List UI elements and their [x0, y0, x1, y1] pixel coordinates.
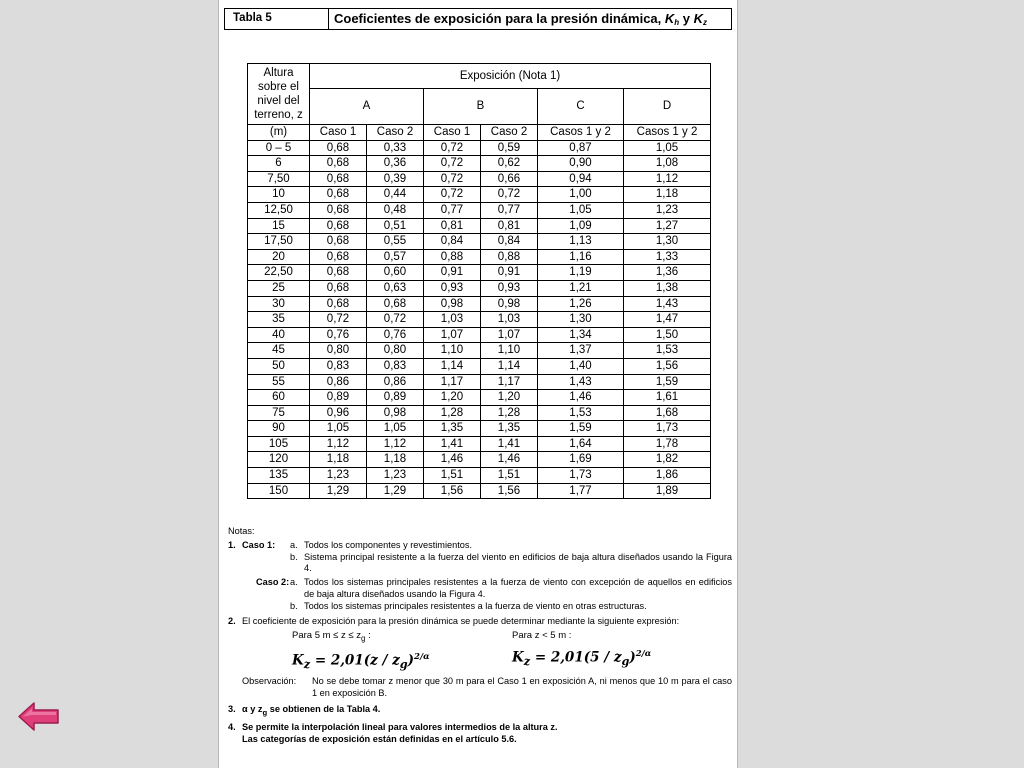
- note-3: 3. α y $z_g$ se obtienen de la Tabla 4.: [228, 703, 381, 717]
- note-4-continued: Las categorías de exposición están definidas en el artículo 5.6.: [242, 734, 517, 745]
- height-cell: 75: [248, 405, 310, 421]
- coefficient-cell: 1,26: [538, 296, 624, 312]
- coefficient-cell: 1,41: [424, 436, 481, 452]
- coefficient-cell: 1,10: [481, 343, 538, 359]
- coefficient-cell: 1,36: [624, 265, 711, 281]
- coefficient-cell: 1,59: [624, 374, 711, 390]
- coefficient-cell: 1,30: [624, 234, 711, 250]
- coefficient-cell: 1,05: [367, 421, 424, 437]
- table-row: [248, 280, 711, 296]
- coefficient-cell: 1,05: [538, 202, 624, 218]
- coefficient-cell: 1,82: [624, 452, 711, 468]
- coefficient-cell: 0,57: [367, 249, 424, 265]
- coefficient-cell: 1,17: [481, 374, 538, 390]
- coefficient-cell: 0,68: [310, 171, 367, 187]
- coefficient-cell: 0,72: [424, 187, 481, 203]
- coefficient-cell: 0,89: [367, 390, 424, 406]
- left-arrow-icon: [17, 701, 61, 732]
- coefficient-cell: 1,35: [481, 421, 538, 437]
- title-text: Coeficientes de exposición para la presión dinámica,: [334, 11, 665, 26]
- coefficient-cell: 0,36: [367, 156, 424, 172]
- coefficient-cell: 0,76: [310, 327, 367, 343]
- coefficient-cell: 1,18: [367, 452, 424, 468]
- coefficient-cell: 1,20: [481, 390, 538, 406]
- coefficient-cell: 1,23: [367, 468, 424, 484]
- notes-heading: Notas:: [228, 526, 255, 536]
- coefficient-cell: 0,86: [310, 374, 367, 390]
- coefficient-cell: 1,28: [424, 405, 481, 421]
- coefficient-cell: 1,20: [424, 390, 481, 406]
- coefficient-cell: 0,72: [424, 140, 481, 156]
- coefficient-cell: 1,43: [624, 296, 711, 312]
- coefficient-cell: 1,12: [367, 436, 424, 452]
- coefficient-cell: 1,27: [624, 218, 711, 234]
- coefficient-cell: 1,73: [624, 421, 711, 437]
- coefficient-cell: 0,44: [367, 187, 424, 203]
- coefficient-cell: 0,68: [310, 296, 367, 312]
- coefficient-cell: 0,59: [481, 140, 538, 156]
- note-4: 4. Se permite la interpolación lineal para valores intermedios de la altura z.: [228, 722, 558, 733]
- coefficient-cell: 1,53: [538, 405, 624, 421]
- coefficient-cell: 0,83: [310, 358, 367, 374]
- coefficient-cell: 1,18: [310, 452, 367, 468]
- coefficient-cell: 1,23: [310, 468, 367, 484]
- document-page: [218, 0, 738, 768]
- coefficient-cell: 1,18: [624, 187, 711, 203]
- height-cell: 40: [248, 327, 310, 343]
- coefficient-cell: 1,29: [367, 483, 424, 499]
- coefficient-cell: 1,05: [624, 140, 711, 156]
- height-cell: 60: [248, 390, 310, 406]
- coefficient-cell: 1,69: [538, 452, 624, 468]
- coefficient-cell: 0,98: [367, 405, 424, 421]
- table-row: [248, 405, 711, 421]
- exposure-header: Exposición (Nota 1): [310, 64, 711, 89]
- coefficient-cell: 0,68: [310, 202, 367, 218]
- coefficient-cell: 1,23: [624, 202, 711, 218]
- coefficient-cell: 1,46: [424, 452, 481, 468]
- coefficient-cell: 1,37: [538, 343, 624, 359]
- table-row: [248, 358, 711, 374]
- subheader: Caso 1: [310, 125, 367, 141]
- coefficient-cell: 1,08: [624, 156, 711, 172]
- coefficient-cell: 0,84: [481, 234, 538, 250]
- height-cell: 0 – 5: [248, 140, 310, 156]
- coefficient-cell: 1,50: [624, 327, 711, 343]
- coefficient-cell: 0,98: [481, 296, 538, 312]
- coefficient-cell: 0,68: [310, 234, 367, 250]
- formula-left: Para 5 $m \le z \le z_g$ : $K_z = 2,01(z / z_g)^{2/\alpha}$: [292, 630, 430, 672]
- coefficient-cell: 0,89: [310, 390, 367, 406]
- coefficient-cell: 0,83: [367, 358, 424, 374]
- coefficient-cell: 1,14: [424, 358, 481, 374]
- coefficient-cell: 1,56: [624, 358, 711, 374]
- coefficient-cell: 1,17: [424, 374, 481, 390]
- coefficient-cell: 1,12: [310, 436, 367, 452]
- height-cell: 10: [248, 187, 310, 203]
- coefficient-cell: 1,47: [624, 312, 711, 328]
- group-header-d: D: [624, 89, 711, 125]
- coefficient-cell: 0,93: [424, 280, 481, 296]
- note-1-caso2-b: b. Todos los sistemas principales resistentes a la fuerza de viento en otras estructuras.: [290, 600, 647, 611]
- coefficient-cell: 1,30: [538, 312, 624, 328]
- coefficient-cell: 0,62: [481, 156, 538, 172]
- table-row: [248, 140, 711, 156]
- height-cell: 15: [248, 218, 310, 234]
- height-cell: 105: [248, 436, 310, 452]
- table-row: [248, 187, 711, 203]
- note-1-caso1-a: 1. Caso 1: a. Todos los componentes y revestimientos.: [228, 539, 473, 550]
- coefficient-cell: 1,46: [481, 452, 538, 468]
- coefficient-cell: 0,72: [310, 312, 367, 328]
- coefficient-cell: 1,29: [310, 483, 367, 499]
- coefficient-cell: 1,40: [538, 358, 624, 374]
- coefficient-cell: 1,07: [424, 327, 481, 343]
- table-row: [248, 312, 711, 328]
- group-header-c: C: [538, 89, 624, 125]
- table-row: [248, 202, 711, 218]
- coefficient-cell: 0,88: [481, 249, 538, 265]
- note-1-caso1-b: b. Sistema principal resistente a la fuerza del viento en edificios de baja altura diseñados usando la Figura 4.: [290, 551, 732, 574]
- table-row: [248, 343, 711, 359]
- exposure-coefficients-table: [247, 63, 711, 499]
- coefficient-cell: 0,90: [538, 156, 624, 172]
- coefficient-cell: 0,87: [538, 140, 624, 156]
- coefficient-cell: 0,72: [367, 312, 424, 328]
- coefficient-cell: 1,56: [481, 483, 538, 499]
- table-row: [248, 390, 711, 406]
- coefficient-cell: 1,61: [624, 390, 711, 406]
- coefficient-cell: 0,88: [424, 249, 481, 265]
- coefficient-cell: 1,00: [538, 187, 624, 203]
- coefficient-cell: 0,94: [538, 171, 624, 187]
- coefficient-cell: 1,38: [624, 280, 711, 296]
- coefficient-cell: 0,76: [367, 327, 424, 343]
- formula-right: Para z < 5 m : $K_z = 2,01(5 / z_g)^{2/\alpha}$: [512, 630, 652, 669]
- table-title: [329, 9, 731, 29]
- coefficient-cell: 0,91: [424, 265, 481, 281]
- coefficient-cell: 0,63: [367, 280, 424, 296]
- table-row: [248, 265, 711, 281]
- subheader: Caso 1: [424, 125, 481, 141]
- height-cell: 120: [248, 452, 310, 468]
- note-1-caso2-a: Caso 2: a. Todos los sistemas principales resistentes a la fuerza de viento con excepción de aquellos en edificios de baja altura diseñados usando la Figura 4.: [256, 577, 732, 599]
- group-header-b: B: [424, 89, 538, 125]
- coefficient-cell: 1,34: [538, 327, 624, 343]
- height-cell: 35: [248, 312, 310, 328]
- coefficient-cell: 0,80: [310, 343, 367, 359]
- note-2: 2. El coeficiente de exposición para la presión dinámica se puede determinar mediante la siguiente expresión:: [228, 615, 680, 626]
- coefficient-cell: 1,03: [424, 312, 481, 328]
- unit-header: (m): [248, 125, 310, 141]
- table-row: [248, 249, 711, 265]
- coefficient-cell: 1,78: [624, 436, 711, 452]
- coefficient-cell: 1,09: [538, 218, 624, 234]
- coefficient-cell: 0,48: [367, 202, 424, 218]
- and-text: y: [679, 11, 694, 26]
- height-cell: 45: [248, 343, 310, 359]
- coefficient-cell: 0,39: [367, 171, 424, 187]
- coefficient-cell: 1,73: [538, 468, 624, 484]
- coefficient-cell: 0,77: [424, 202, 481, 218]
- table-row: [248, 452, 711, 468]
- coefficient-cell: 1,33: [624, 249, 711, 265]
- coefficient-cell: 1,59: [538, 421, 624, 437]
- coefficient-cell: 1,51: [481, 468, 538, 484]
- coefficient-cell: 1,16: [538, 249, 624, 265]
- coefficient-cell: 0,80: [367, 343, 424, 359]
- table-row: [248, 296, 711, 312]
- coefficient-cell: 1,56: [424, 483, 481, 499]
- coefficient-cell: 1,14: [481, 358, 538, 374]
- group-header-a: A: [310, 89, 424, 125]
- table-row: [248, 374, 711, 390]
- table-row: [248, 483, 711, 499]
- coefficient-cell: 1,51: [424, 468, 481, 484]
- table-header: [224, 8, 732, 30]
- height-cell: 22,50: [248, 265, 310, 281]
- coefficient-cell: 0,81: [481, 218, 538, 234]
- coefficient-cell: 1,43: [538, 374, 624, 390]
- coefficient-cell: 1,28: [481, 405, 538, 421]
- back-button[interactable]: [17, 701, 61, 732]
- coefficient-cell: 1,05: [310, 421, 367, 437]
- height-cell: 17,50: [248, 234, 310, 250]
- coefficient-cell: 1,07: [481, 327, 538, 343]
- coefficient-cell: 0,66: [481, 171, 538, 187]
- coefficient-cell: 0,68: [310, 187, 367, 203]
- coefficient-cell: 0,55: [367, 234, 424, 250]
- table-row: [248, 156, 711, 172]
- coefficient-cell: 0,84: [424, 234, 481, 250]
- coefficient-cell: 0,68: [367, 296, 424, 312]
- observation: Observación: No se debe tomar z menor que 30 m para el Caso 1 en exposición A, ni menos que 10 m para el caso 1 en exposición B.: [242, 676, 732, 699]
- coefficient-cell: 0,68: [310, 218, 367, 234]
- table-label: Tabla 5: [225, 9, 329, 29]
- coefficient-cell: 1,86: [624, 468, 711, 484]
- coefficient-cell: 1,03: [481, 312, 538, 328]
- coefficient-cell: 0,91: [481, 265, 538, 281]
- coefficient-cell: 0,68: [310, 140, 367, 156]
- table-row: [248, 234, 711, 250]
- coefficient-cell: 1,53: [624, 343, 711, 359]
- coefficient-cell: 1,68: [624, 405, 711, 421]
- height-column-header: Altura sobre el nivel del terreno, z: [248, 64, 310, 125]
- coefficient-cell: 1,13: [538, 234, 624, 250]
- coefficient-cell: 0,72: [481, 187, 538, 203]
- subheader: Casos 1 y 2: [538, 125, 624, 141]
- coefficient-cell: 1,12: [624, 171, 711, 187]
- coefficient-cell: 1,10: [424, 343, 481, 359]
- coefficient-cell: 0,33: [367, 140, 424, 156]
- coefficient-cell: 0,68: [310, 265, 367, 281]
- table-row: [248, 436, 711, 452]
- coefficient-cell: 0,68: [310, 156, 367, 172]
- coefficient-cell: 0,60: [367, 265, 424, 281]
- kh-symbol: $K_h$: [664, 11, 680, 27]
- coefficient-cell: 0,51: [367, 218, 424, 234]
- subheader: Casos 1 y 2: [624, 125, 711, 141]
- table-body: [248, 140, 711, 499]
- coefficient-cell: 0,81: [424, 218, 481, 234]
- coefficient-cell: 0,68: [310, 280, 367, 296]
- height-cell: 20: [248, 249, 310, 265]
- coefficient-cell: 0,98: [424, 296, 481, 312]
- coefficient-cell: 1,89: [624, 483, 711, 499]
- coefficient-cell: 1,77: [538, 483, 624, 499]
- coefficient-cell: 1,46: [538, 390, 624, 406]
- height-cell: 55: [248, 374, 310, 390]
- table-row: [248, 218, 711, 234]
- height-cell: 135: [248, 468, 310, 484]
- height-cell: 25: [248, 280, 310, 296]
- subheader: Caso 2: [367, 125, 424, 141]
- height-cell: 50: [248, 358, 310, 374]
- height-cell: 12,50: [248, 202, 310, 218]
- table-row: [248, 171, 711, 187]
- subheader: Caso 2: [481, 125, 538, 141]
- coefficient-cell: 0,72: [424, 171, 481, 187]
- table-row: [248, 468, 711, 484]
- notes-section: [228, 526, 732, 746]
- coefficient-cell: 0,96: [310, 405, 367, 421]
- coefficient-cell: 0,86: [367, 374, 424, 390]
- height-cell: 6: [248, 156, 310, 172]
- coefficient-cell: 1,19: [538, 265, 624, 281]
- coefficient-cell: 1,35: [424, 421, 481, 437]
- height-cell: 90: [248, 421, 310, 437]
- coefficient-cell: 0,68: [310, 249, 367, 265]
- coefficient-cell: 0,72: [424, 156, 481, 172]
- coefficient-cell: 1,64: [538, 436, 624, 452]
- coefficient-cell: 1,21: [538, 280, 624, 296]
- coefficient-cell: 0,77: [481, 202, 538, 218]
- height-cell: 30: [248, 296, 310, 312]
- height-cell: 150: [248, 483, 310, 499]
- formula-block: [228, 630, 732, 674]
- kz-symbol: $K_z$: [693, 11, 708, 27]
- coefficient-cell: 0,93: [481, 280, 538, 296]
- table-row: [248, 421, 711, 437]
- table-row: [248, 327, 711, 343]
- coefficient-cell: 1,41: [481, 436, 538, 452]
- height-cell: 7,50: [248, 171, 310, 187]
